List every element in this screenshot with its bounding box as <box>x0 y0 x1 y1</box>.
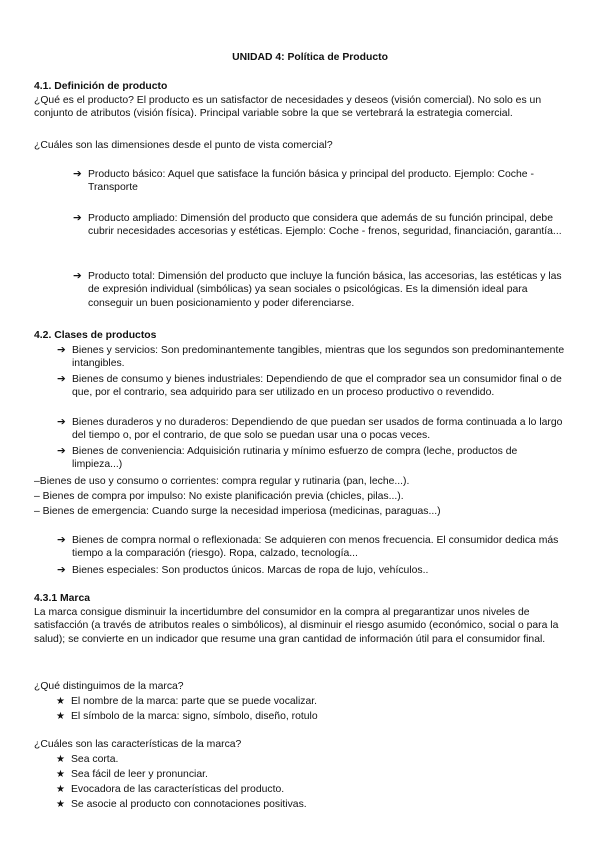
list-item <box>57 445 566 472</box>
list-item-text: Producto total: Dimensión del producto que incluye la función básica, las accesorias, las estéticas y las de expresión individual (simbólicas) ya sean sociales o psicológicas. Es la dimensión ideal para conseguir un buen posicionamiento y poder diferenciarse. <box>88 271 562 309</box>
list-item <box>57 534 566 561</box>
list-item-text: Evocadora de las características del producto. <box>71 784 285 795</box>
list-item <box>57 373 566 400</box>
star-bullet-icon: ★ <box>56 769 65 780</box>
distinguish-question: ¿Qué distinguimos de la marca? <box>34 681 184 692</box>
list-item-text: Sea corta. <box>71 754 119 765</box>
star-bullet-icon: ★ <box>56 696 65 707</box>
dash-line: – Bienes de compra por impulso: No existe planificación previa (chicles, pilas...). <box>34 491 404 502</box>
document-title: UNIDAD 4: Política de Producto <box>232 52 388 63</box>
list-item-text: El nombre de la marca: parte que se puede vocalizar. <box>71 696 318 707</box>
list-item-text: Bienes de compra normal o reflexionada: Se adquieren con menos frecuencia. El consumidor dedica más tiempo a la comparación (riesgo). Ropa, calzado, tecnología... <box>72 535 559 560</box>
section-heading-4-1: 4.1. Definición de producto <box>34 81 168 92</box>
list-item <box>73 212 566 239</box>
list-item <box>56 768 566 781</box>
star-bullet-icon: ★ <box>56 784 65 795</box>
list-item-text: Bienes y servicios: Son predominantemente tangibles, mientras que los segundos son predominantemente intangibles. <box>72 345 565 370</box>
list-item-text: Bienes de consumo y bienes industriales: Dependiendo de que el comprador sea un consumidor final o de que, por el contrario, sea adquirido para ser utilizado en un proceso productivo o revendido. <box>72 374 562 399</box>
arrow-bullet-icon: ➔ <box>73 169 82 180</box>
list-item <box>57 564 566 577</box>
dash-line: – Bienes de emergencia: Cuando surge la necesidad imperiosa (medicinas, paraguas...) <box>34 506 441 517</box>
arrow-bullet-icon: ➔ <box>57 535 66 546</box>
list-item <box>56 710 566 723</box>
list-item <box>73 270 566 310</box>
list-item <box>57 344 566 371</box>
list-item-text: Producto ampliado: Dimensión del producto que considera que además de su función principal, debe cubrir necesidades accesorias y estéticas. Ejemplo: Coche - frenos, seguridad, financiación, garantía... <box>88 213 562 238</box>
list-item <box>56 798 566 811</box>
arrow-bullet-icon: ➔ <box>57 417 66 428</box>
list-item-text: Sea fácil de leer y pronunciar. <box>71 769 208 780</box>
star-bullet-icon: ★ <box>56 711 65 722</box>
list-item <box>73 168 566 195</box>
list-item-text: Bienes de conveniencia: Adquisición rutinaria y mínimo esfuerzo de compra (leche, productos de limpieza...) <box>72 446 518 471</box>
arrow-bullet-icon: ➔ <box>73 213 82 224</box>
arrow-bullet-icon: ➔ <box>57 345 66 356</box>
characteristics-question: ¿Cuáles son las características de la marca? <box>34 739 242 750</box>
arrow-bullet-icon: ➔ <box>73 271 82 282</box>
section-4-1-paragraph: ¿Qué es el producto? El producto es un satisfactor de necesidades y deseos (visión comercial). No solo es un conjunto de atributos (visión física). Principal variable sobre la que se vertebrará la estrategia comercial. <box>34 95 542 120</box>
list-item-text: El símbolo de la marca: signo, símbolo, diseño, rotulo <box>71 711 318 722</box>
list-item-text: Bienes especiales: Son productos únicos. Marcas de ropa de lujo, vehículos.. <box>72 565 429 576</box>
star-bullet-icon: ★ <box>56 754 65 765</box>
arrow-bullet-icon: ➔ <box>57 374 66 385</box>
list-item-text: Bienes duraderos y no duraderos: Dependiendo de que puedan ser usados de forma continuada a lo largo del tiempo o, por el contrario, de que solo se puedan usar una o pocas veces. <box>72 417 563 442</box>
list-item-text: Producto básico: Aquel que satisface la función básica y principal del producto. Ejemplo: Coche - Transporte <box>88 169 534 194</box>
arrow-bullet-icon: ➔ <box>57 565 66 576</box>
dash-line: –Bienes de uso y consumo o corrientes: compra regular y rutinaria (pan, leche...). <box>34 476 410 487</box>
section-heading-4-2: 4.2. Clases de productos <box>34 330 157 341</box>
star-bullet-icon: ★ <box>56 799 65 810</box>
dimensions-question: ¿Cuáles son las dimensiones desde el punto de vista comercial? <box>34 140 333 151</box>
list-item <box>57 416 566 443</box>
marca-paragraph: La marca consigue disminuir la incertidumbre del consumidor en la compra al pregarantizar unos niveles de satisfacción (a través de atributos reales o simbólicos), al disminuir el riesgo asumido (económico, social o para la salud); se convierte en un indicador que resume una gran cantidad de información útil para el consumidor final. <box>34 607 559 645</box>
arrow-bullet-icon: ➔ <box>57 446 66 457</box>
list-item <box>56 783 566 796</box>
list-item <box>56 753 566 766</box>
list-item <box>56 695 566 708</box>
section-heading-4-3-1: 4.3.1 Marca <box>34 593 91 604</box>
list-item-text: Se asocie al producto con connotaciones positivas. <box>71 799 307 810</box>
